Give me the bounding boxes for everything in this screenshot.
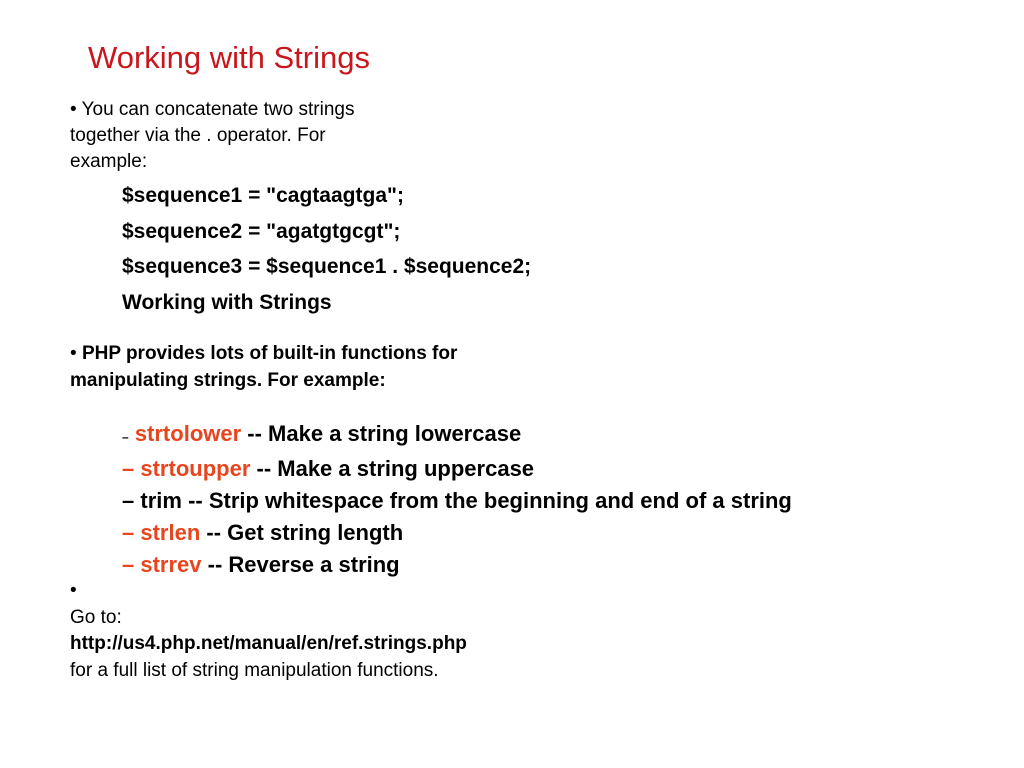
- footer-bullet: •: [70, 580, 77, 601]
- footer-tail: for a full list of string manipulation functions.: [70, 659, 439, 681]
- code-line-2: $sequence2 = "agatgtgcgt";: [122, 219, 401, 243]
- reference-url[interactable]: http://us4.php.net/manual/en/ref.strings.php: [70, 633, 467, 654]
- function-dash: –: [122, 430, 129, 444]
- function-item-strrev: [122, 549, 792, 581]
- code-line-4: Working with Strings: [122, 290, 332, 314]
- goto-label: Go to:: [70, 606, 122, 628]
- function-desc: -- Make a string lowercase: [247, 421, 522, 446]
- function-dash: –: [122, 552, 135, 577]
- function-list: [122, 418, 792, 581]
- function-desc: -- Make a string uppercase: [256, 456, 535, 481]
- code-line-1: $sequence1 = "cagtaagtga";: [122, 184, 404, 207]
- function-desc: -- Strip whitespace from the beginning and end of a string: [188, 488, 792, 513]
- php-functions-paragraph: [70, 340, 457, 394]
- function-name: strtolower: [134, 421, 242, 446]
- function-item-trim: [122, 485, 792, 517]
- intro-line-2: together via the . operator. For: [70, 125, 326, 146]
- function-item-strtolower: [122, 418, 792, 453]
- reference-paragraph: [70, 578, 467, 684]
- slide-title: Working with Strings: [88, 40, 370, 75]
- code-example: [122, 178, 531, 320]
- code-line-3: $sequence3 = $sequence1 . $sequence2;: [122, 255, 532, 278]
- function-name: trim: [140, 488, 182, 513]
- bullet: •: [70, 343, 77, 364]
- function-dash: –: [122, 520, 135, 545]
- intro-line-3: example:: [70, 151, 148, 172]
- php-para-line-2: manipulating strings. For example:: [70, 370, 386, 391]
- function-desc: -- Reverse a string: [207, 552, 400, 577]
- function-item-strtoupper: [122, 453, 792, 485]
- function-name: strrev: [140, 552, 202, 577]
- php-para-line-1: [70, 340, 457, 367]
- intro-paragraph: [70, 97, 354, 175]
- intro-line-1: • You can concatenate two strings: [70, 99, 355, 120]
- function-dash: –: [122, 456, 135, 481]
- function-dash: –: [122, 488, 135, 513]
- function-item-strlen: [122, 517, 792, 549]
- function-name: strtoupper: [140, 456, 251, 481]
- function-desc: -- Get string length: [206, 520, 404, 545]
- function-name: strlen: [140, 520, 201, 545]
- php-para-text-1: PHP provides lots of built-in functions for: [81, 343, 458, 364]
